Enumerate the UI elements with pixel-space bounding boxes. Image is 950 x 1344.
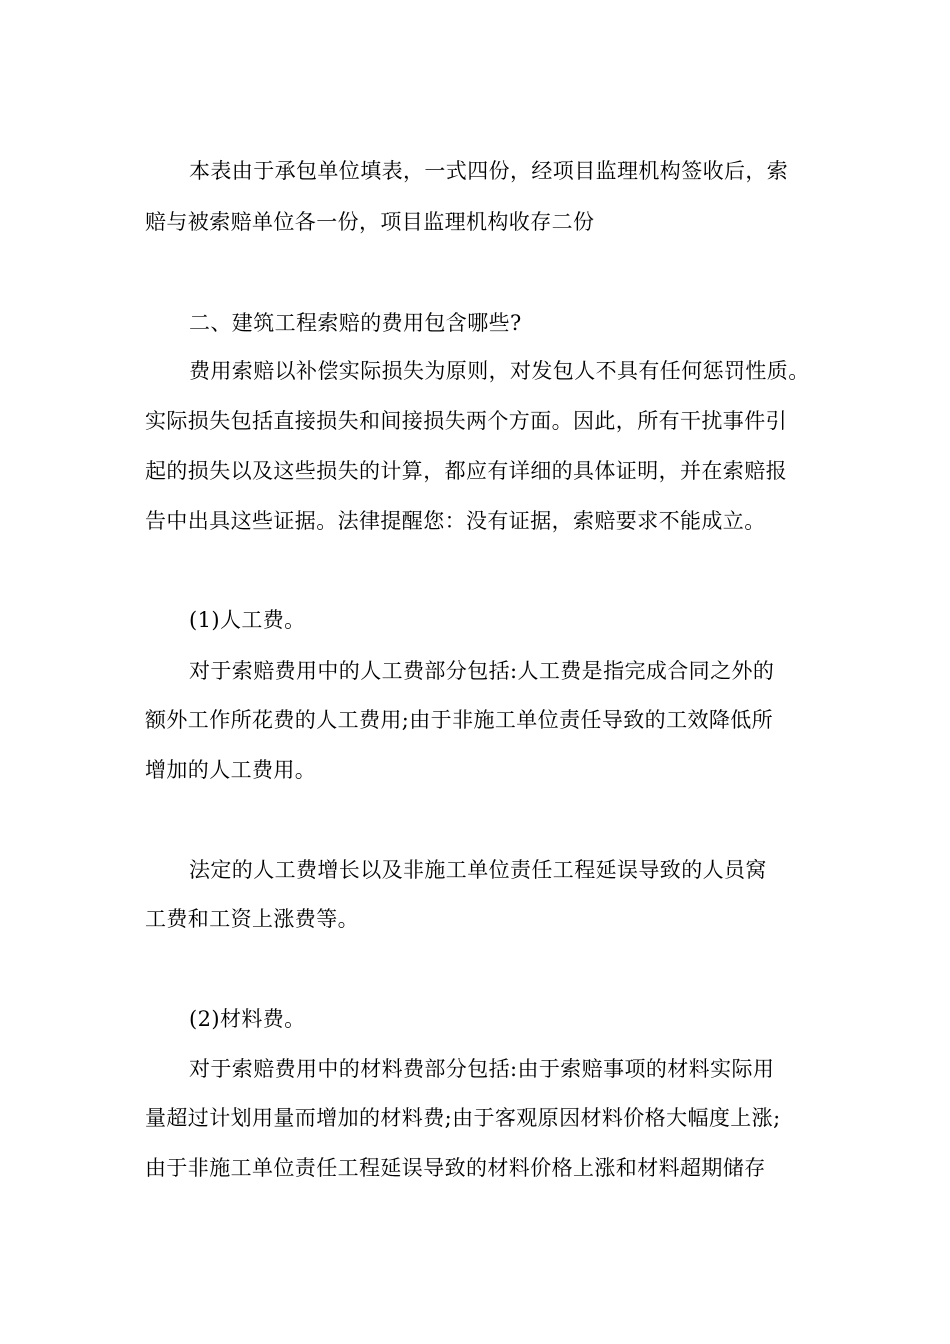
paragraph-line: 赔与被索赔单位各一份，项目监理机构收存二份 xyxy=(145,210,595,234)
paragraph-line: 实际损失包括直接损失和间接损失两个方面。因此，所有干扰事件引 xyxy=(145,409,787,433)
paragraph-line: 增加的人工费用。 xyxy=(145,758,317,782)
paragraph-line: 工费和工资上涨费等。 xyxy=(145,907,359,931)
subsection-heading: (2)材料费。 xyxy=(189,1007,306,1031)
paragraph-line: 费用索赔以补偿实际损失为原则，对发包人不具有任何惩罚性质。 xyxy=(189,359,810,383)
paragraph-line: 量超过计划用量而增加的材料费;由于客观原因材料价格大幅度上涨; xyxy=(145,1106,781,1130)
subsection-heading: (1)人工费。 xyxy=(189,608,306,632)
paragraph-line: 对于索赔费用中的人工费部分包括:人工费是指完成合同之外的 xyxy=(189,659,775,683)
paragraph-line: 法定的人工费增长以及非施工单位责任工程延误导致的人员窝 xyxy=(189,858,767,882)
paragraph-line: 额外工作所花费的人工费用;由于非施工单位责任导致的工效降低所 xyxy=(145,708,774,732)
section-heading: 二、建筑工程索赔的费用包含哪些? xyxy=(189,311,522,335)
paragraph-line: 由于非施工单位责任工程延误导致的材料价格上涨和材料超期储存 xyxy=(145,1156,766,1180)
paragraph-line: 对于索赔费用中的材料费部分包括:由于索赔事项的材料实际用 xyxy=(189,1057,775,1081)
paragraph-line: 本表由于承包单位填表，一式四份，经项目监理机构签收后，索 xyxy=(189,159,789,183)
paragraph-line: 告中出具这些证据。法律提醒您：没有证据，索赔要求不能成立。 xyxy=(145,509,766,533)
paragraph-line: 起的损失以及这些损失的计算，都应有详细的具体证明，并在索赔报 xyxy=(145,459,787,483)
